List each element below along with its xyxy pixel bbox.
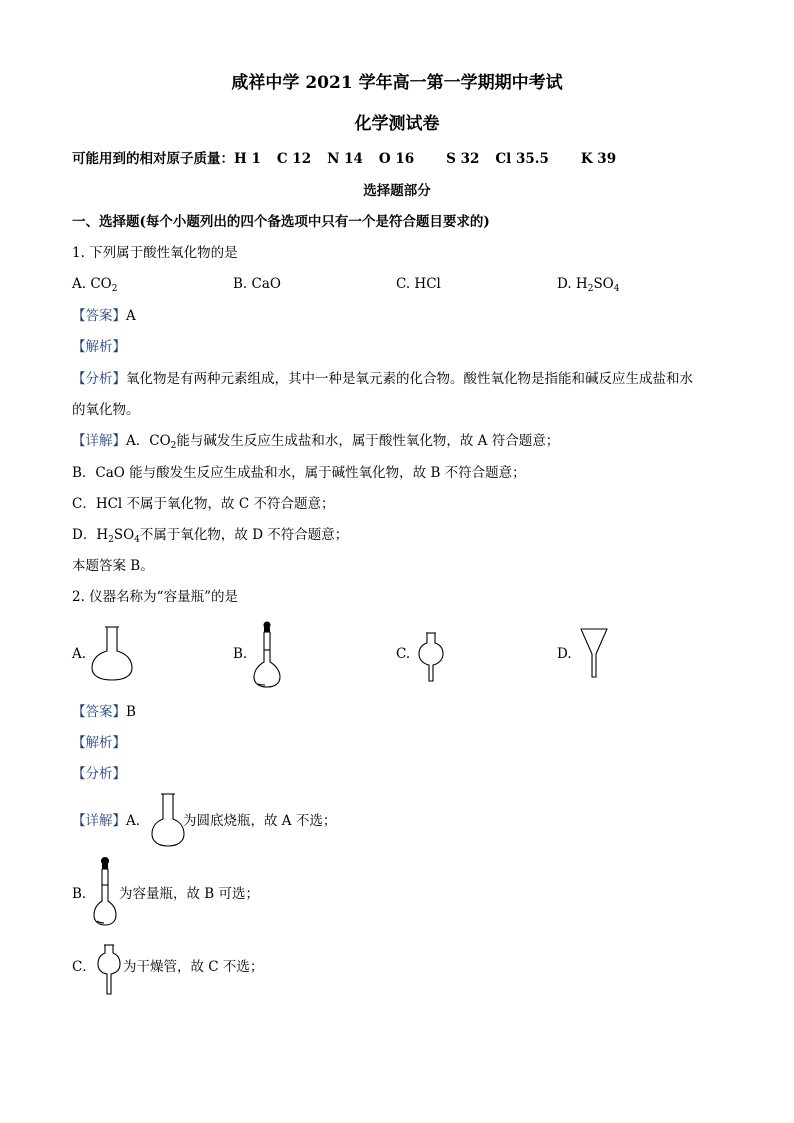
section-title: 一、选择题(每个小题列出的四个备选项中只有一个是符合题目要求的) bbox=[72, 214, 490, 230]
mass-o: O 16 bbox=[378, 151, 415, 167]
q1-stem: 1. 下列属于酸性氧化物的是 bbox=[72, 245, 238, 261]
detail-tag: 【详解】 bbox=[72, 813, 126, 829]
funnel-icon bbox=[580, 627, 608, 679]
answer-tag: 【答案】 bbox=[72, 704, 126, 720]
q1-analysis-tag: 【解析】 bbox=[72, 339, 126, 355]
answer-tag: 【答案】 bbox=[72, 308, 126, 324]
q2-option-a-label: A. bbox=[72, 646, 87, 662]
fenxi-tag: 【分析】 bbox=[72, 371, 126, 387]
q2-option-c-label: C. bbox=[396, 646, 411, 662]
q1-answer bbox=[72, 307, 136, 325]
part-title: 选择题部分 bbox=[363, 183, 431, 199]
mass-c: C 12 bbox=[276, 151, 312, 167]
detail-tag: 【详解】 bbox=[72, 433, 126, 449]
volumetric-flask-icon bbox=[252, 622, 282, 688]
q1-option-b: B. CaO bbox=[233, 276, 281, 292]
atomic-masses-line bbox=[72, 150, 616, 168]
q1-detail-c: C．HCl 不属于氧化物，故 C 不符合题意； bbox=[72, 496, 335, 512]
mass-cl: Cl 35.5 bbox=[495, 151, 549, 167]
q2-stem: 2. 仪器名称为“容量瓶”的是 bbox=[72, 589, 238, 605]
exam-title: 咸祥中学 2021 学年高一第一学期期中考试 bbox=[231, 73, 563, 93]
q2-fenxi-tag: 【分析】 bbox=[72, 766, 126, 782]
q1-conclusion: 本题答案 B。 bbox=[72, 558, 154, 574]
mass-h: H 1 bbox=[234, 151, 261, 167]
q2-analysis-tag: 【解析】 bbox=[72, 735, 126, 751]
mass-n: N 14 bbox=[327, 151, 363, 167]
q2-detail-c-text: 为干燥管，故 C 不选； bbox=[123, 959, 264, 975]
q1-fenxi-line1: 【分析】氧化物是有两种元素组成，其中一种是氧元素的化合物。酸性氧化物是指能和碱反应生成盐和水 bbox=[72, 371, 693, 387]
q1-detail-a: 【详解】A．$CO_2$能与碱发生反应生成盐和水，属于酸性氧化物，故 A 符合题意； bbox=[72, 433, 560, 451]
drying-tube-icon bbox=[97, 943, 123, 997]
q1-detail-b: B．CaO 能与酸发生反应生成盐和水，属于碱性氧化物，故 B 不符合题意； bbox=[72, 465, 526, 481]
round-bottom-flask-icon bbox=[150, 792, 186, 848]
q1-option-c: C. HCl bbox=[396, 276, 441, 292]
q2-detail-a: 【详解】A． bbox=[72, 813, 150, 829]
q1-option-a: A. $CO_2$ bbox=[72, 276, 118, 294]
q2-detail-b-text: 为容量瓶，故 B 可选； bbox=[119, 886, 260, 902]
drying-tube-icon bbox=[418, 631, 444, 683]
mass-s: S 32 bbox=[446, 151, 480, 167]
exam-subtitle: 化学测试卷 bbox=[354, 114, 440, 134]
round-bottom-flask-icon bbox=[90, 625, 134, 681]
answer-value: A bbox=[126, 308, 136, 324]
mass-k: K 39 bbox=[580, 151, 617, 167]
q2-detail-a-text: 为圆底烧瓶，故 A 不选； bbox=[183, 813, 337, 829]
q2-detail-c: C． bbox=[72, 959, 96, 975]
q1-detail-d: D．$H_2SO_4$不属于氧化物，故 D 不符合题意； bbox=[72, 527, 349, 545]
answer-value: B bbox=[126, 704, 136, 720]
q2-option-b-label: B. bbox=[233, 646, 248, 662]
q2-detail-b: B． bbox=[72, 886, 96, 902]
q2-answer bbox=[72, 703, 136, 721]
volumetric-flask-icon bbox=[92, 857, 122, 927]
atomic-masses-label: 可能用到的相对原子质量： bbox=[72, 151, 234, 167]
q1-fenxi-line2: 的氧化物。 bbox=[72, 402, 140, 418]
q1-option-d: D. $H_2SO_4$ bbox=[557, 276, 620, 294]
q2-option-d-label: D. bbox=[557, 646, 572, 662]
